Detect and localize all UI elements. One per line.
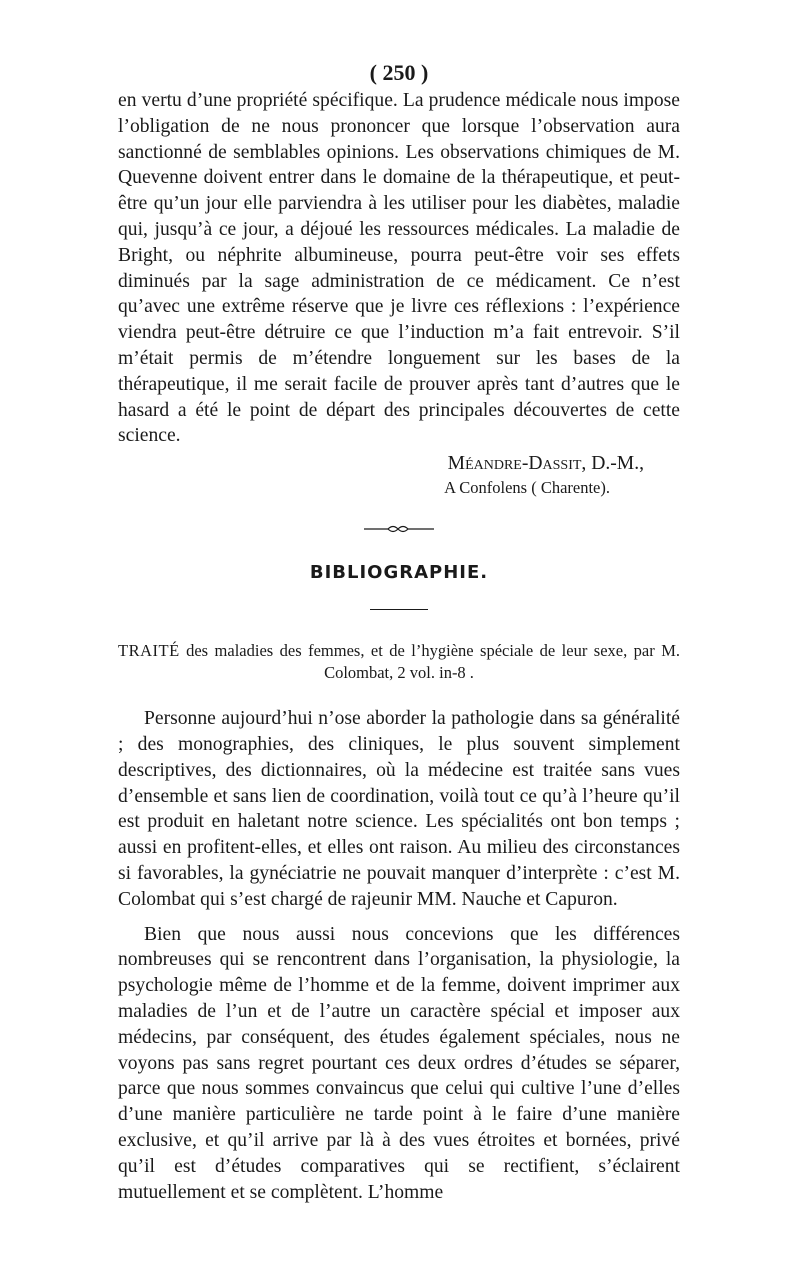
page-number: ( 250 ) bbox=[369, 60, 429, 85]
book-reference-details: des maladies des femmes, et de l’hygiène spéciale de leur sexe, par M. Colombat, 2 vol. in-8 . bbox=[179, 641, 680, 683]
author-signature: Méandre-Dassit, D.-M., bbox=[447, 453, 644, 475]
section-title: BIBLIOGRAPHIE. bbox=[309, 562, 489, 584]
body-paragraph: Personne aujourd’hui n’ose aborder la pathologie dans sa généralité ; des monographies, des cliniques, le plus souvent simplement descriptives, des dictionnaires, où la médecine est traitée sans vues d’ensemble et sans lien de coordination, voilà tout ce qu’à l’heure qu’il est produit en haletant notre science. Les spécialités ont bon temps ; aussi en profitent-elles, et elles ont raison. Au milieu des circonstances si favorables, la gynéciatrie ne pouvait manquer d’interprète : c’est M. Colombat qui s’est chargé de rajeunir MM. Nauche et Capuron. bbox=[118, 708, 680, 910]
body-paragraph: Bien que nous aussi nous concevions que les différences nombreuses qui se rencontrent dans l’organisation, la physiologie, la psychologie même de l’homme et de la femme, doivent imprimer aux maladies de l’un et de l’autre un caractère spécial et imposer aux médecins, par conséquent, des études également spéciales, nous ne voyons pas sans regret pourtant ces deux ordres d’études se séparer, parce que nous sommes convaincus que celui qui cultive l’une d’elles d’une manière particulière ne tarde point à le faire d’une manière exclusive, et qu’il arrive par là à des vues étroites et bornées, privé qu’il est d’études comparatives qui se rectifient, s’éclairent mutuellement et se complètent. L’homme bbox=[118, 923, 680, 1203]
book-reference-title: TRAITÉ bbox=[118, 641, 180, 661]
author-location: A Confolens ( Charente). bbox=[444, 478, 610, 498]
intro-paragraph: en vertu d’une propriété spécifique. La prudence médicale nous impose l’obligation de ne nous prononcer que lorsque l’observation aura sanctionné de semblables opinions. Les observations chimiques de M. Quevenne doivent entrer dans le domaine de la thérapeutique, et peut-être qu’un jour elle parviendra à les utiliser pour les diabètes, maladie qui, jusqu’à ce jour, a déjoué les ressources médicales. La maladie de Bright, ou néphrite albumineuse, pourra peut-être voir ses effets diminués par la sage administration de ce médicament. Ce n’est qu’avec une extrême réserve que je livre ces réflexions : l’expérience viendra peut-être détruire ce que l’induction m’a fait entrevoir. S’il m’était permis de m’étendre longuement sur les bases de la thérapeutique, il me serait facile de prouver après tant d’autres que le hasard a été le point de départ des principales découvertes de cette science. bbox=[118, 90, 680, 447]
ornament-divider bbox=[118, 522, 680, 536]
page bbox=[118, 60, 680, 1205]
book-reference bbox=[118, 640, 680, 684]
ornament-icon bbox=[364, 523, 434, 535]
section-rule bbox=[370, 609, 428, 610]
